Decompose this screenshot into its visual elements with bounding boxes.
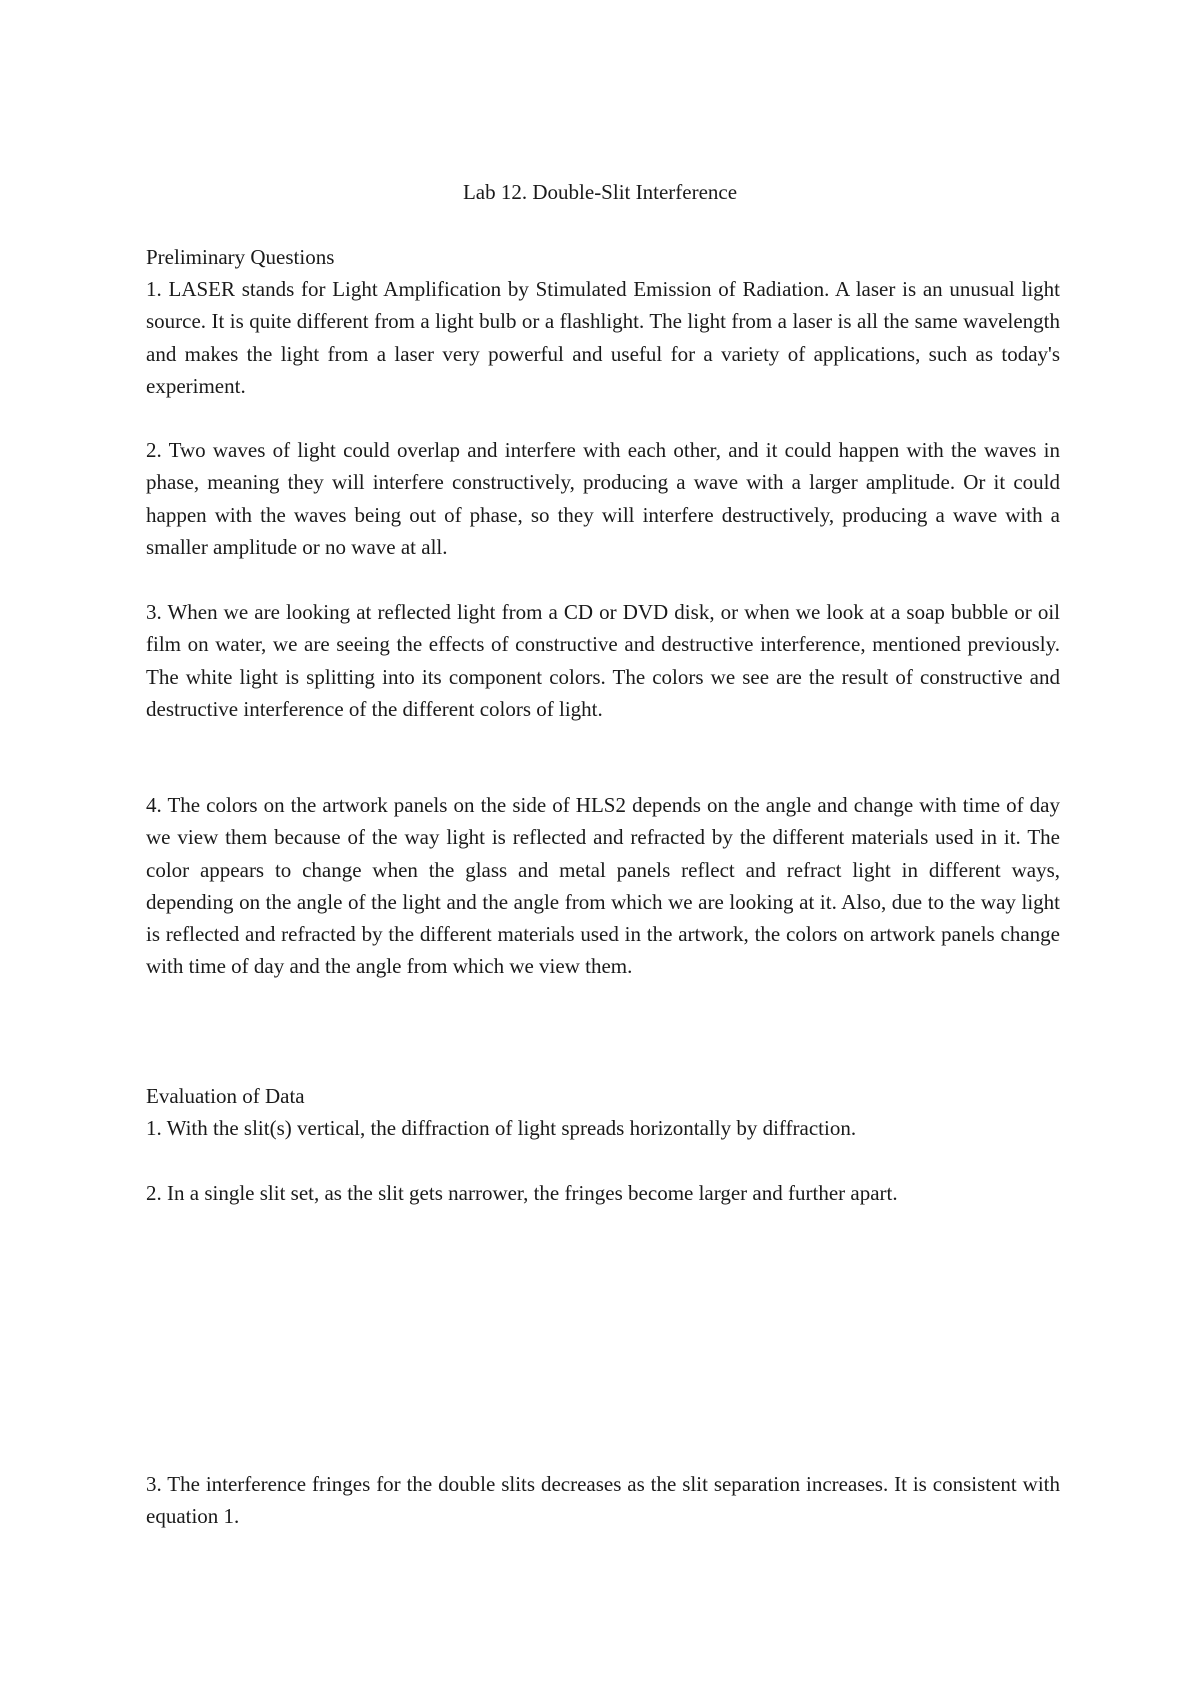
evaluation-item-1: 1. With the slit(s) vertical, the diffraction of light spreads horizontally by diffraction. <box>146 1116 857 1140</box>
preliminary-question-2: 2. Two waves of light could overlap and interfere with each other, and it could happen with the waves in phase, meaning they will interfere constructively, producing a wave with a larger amplitude. Or it could happen with the waves being out of phase, so they will interfere destructively, producing a wave with a smaller amplitude or no wave at all. <box>146 438 1060 559</box>
evaluation-item-2: 2. In a single slit set, as the slit gets narrower, the fringes become larger and further apart. <box>146 1181 898 1205</box>
evaluation-item-3: 3. The interference fringes for the double slits decreases as the slit separation increases. It is consistent with equation 1. <box>146 1472 1060 1529</box>
section-heading-preliminary-questions: Preliminary Questions <box>146 245 335 269</box>
section-heading-evaluation-of-data: Evaluation of Data <box>146 1084 305 1108</box>
preliminary-question-3: 3. When we are looking at reflected light from a CD or DVD disk, or when we look at a soap bubble or oil film on water, we are seeing the effects of constructive and destructive interference, mentioned previously. The white light is splitting into its component colors. The colors we see are the result of constructive and destructive interference of the different colors of light. <box>146 600 1060 721</box>
document-title: Lab 12. Double-Slit Interference <box>462 180 738 204</box>
preliminary-question-1: 1. LASER stands for Light Amplification by Stimulated Emission of Radiation. A laser is an unusual light source. It is quite different from a light bulb or a flashlight. The light from a laser is all the same wavelength and makes the light from a laser very powerful and useful for a variety of applications, such as today's experiment. <box>146 277 1060 398</box>
preliminary-question-4: 4. The colors on the artwork panels on the side of HLS2 depends on the angle and change with time of day we view them because of the way light is reflected and refracted by the different materials used in it. The color appears to change when the glass and metal panels reflect and refract light in different ways, depending on the angle of the light and the angle from which we are looking at it. Also, due to the way light is reflected and refracted by the different materials used in the artwork, the colors on artwork panels change with time of day and the angle from which we view them. <box>146 793 1060 979</box>
